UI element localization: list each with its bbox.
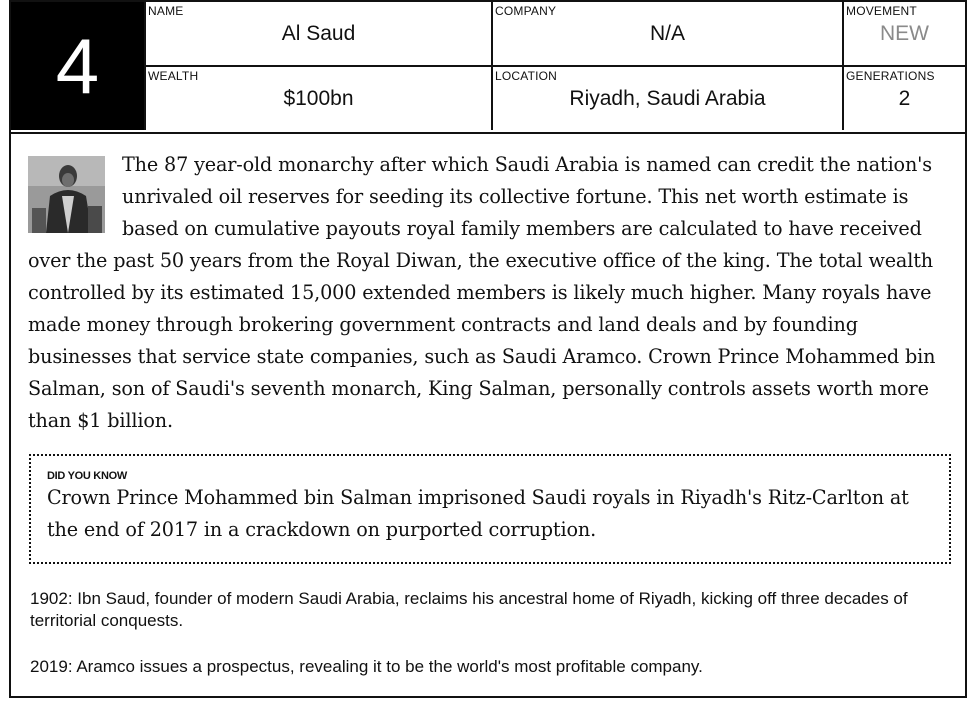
rank-number: 4 bbox=[11, 2, 144, 130]
bio-paragraph bbox=[28, 149, 954, 437]
name-cell bbox=[144, 2, 493, 67]
bio-text: The 87 year-old monarchy after which Saudi Arabia is named can credit the nation's unrivaled oil reserves for seeding its collective fortune. This net worth estimate is based on cumulative payouts royal family members are calculated to have received over the past 50 years from the Royal Diwan, the executive office of the king. The total wealth controlled by its estimated 15,000 extended members is likely much higher. Many royals have made money through brokering government contracts and land deals and by founding businesses that service state companies, such as Saudi Aramco. Crown Prince Mohammed bin Salman, son of Saudi's seventh monarch, King Salman, personally controls assets worth more than $1 billion. bbox=[28, 153, 936, 432]
generations-value: 2 bbox=[898, 87, 911, 110]
timeline-event: 2019: Aramco issues a prospectus, revealing it to be the world's most profitable company. bbox=[30, 657, 703, 676]
wealth-value: $100bn bbox=[283, 87, 354, 110]
timeline-event: 1902: Ibn Saud, founder of modern Saudi Arabia, reclaims his ancestral home of Riyadh, kicking off three decades of territorial conquests. bbox=[30, 589, 908, 630]
movement-value: NEW bbox=[880, 22, 929, 45]
company-cell bbox=[493, 2, 844, 67]
location-value: Riyadh, Saudi Arabia bbox=[569, 87, 766, 110]
location-cell bbox=[493, 67, 844, 130]
location-label: LOCATION bbox=[495, 69, 558, 83]
did-you-know-box bbox=[29, 454, 951, 564]
did-you-know-text: Crown Prince Mohammed bin Salman imprisoned Saudi royals in Riyadh's Ritz-Carlton at the end of 2017 in a crackdown on purported corruption. bbox=[47, 486, 909, 541]
movement-cell bbox=[844, 2, 965, 67]
company-value: N/A bbox=[649, 22, 685, 45]
photo-spacer bbox=[28, 149, 122, 227]
name-label: NAME bbox=[148, 4, 184, 18]
company-label: COMPANY bbox=[495, 4, 557, 18]
did-you-know-title: DID YOU KNOW bbox=[47, 470, 127, 482]
profile-header bbox=[11, 2, 965, 134]
timeline bbox=[30, 588, 955, 702]
generations-label: GENERATIONS bbox=[846, 69, 935, 83]
movement-label: MOVEMENT bbox=[846, 4, 917, 18]
family-profile-card bbox=[9, 0, 967, 698]
wealth-cell bbox=[144, 67, 493, 130]
wealth-label: WEALTH bbox=[148, 69, 199, 83]
name-value: Al Saud bbox=[281, 22, 356, 45]
generations-cell bbox=[844, 67, 965, 130]
